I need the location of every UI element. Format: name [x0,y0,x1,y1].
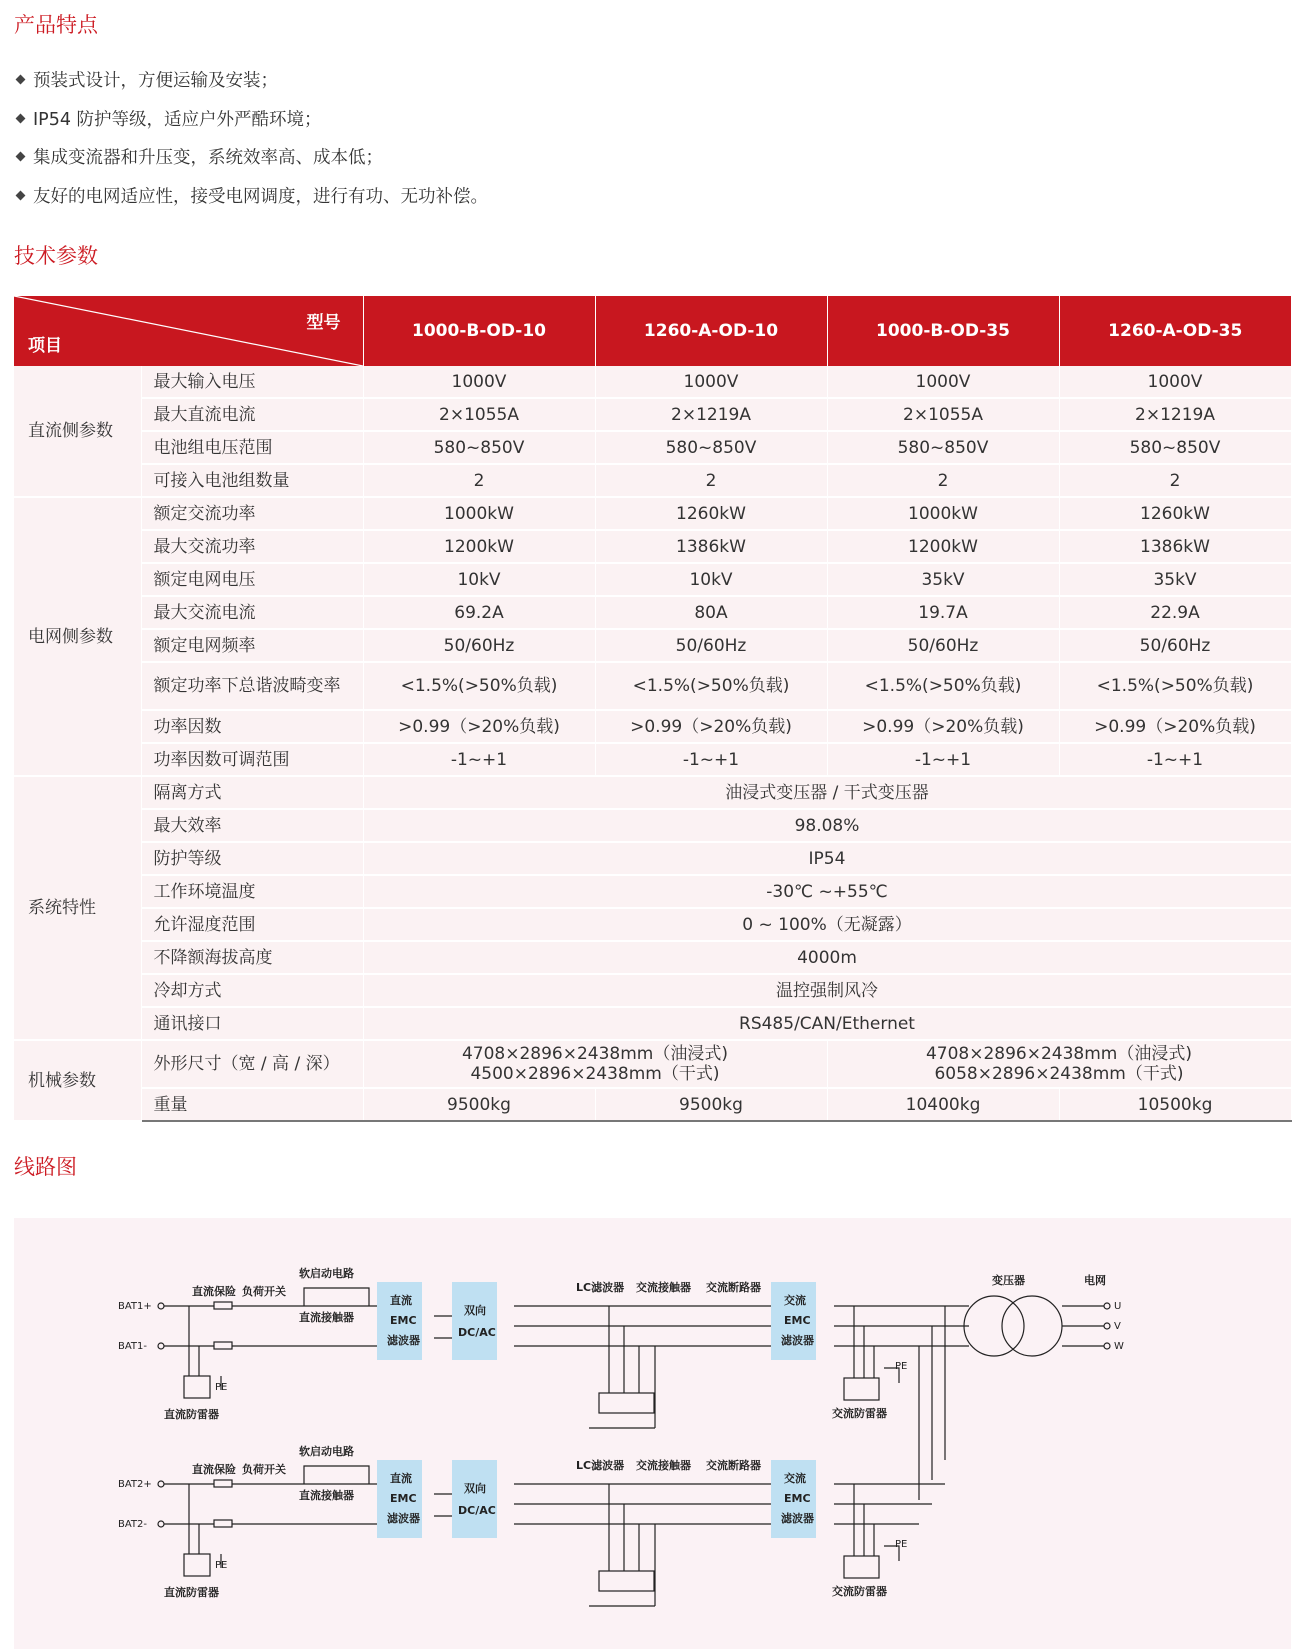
cell: 1260kW [595,497,827,530]
transformer-label: 变压器 [992,1274,1025,1287]
phase-v-label: V [1114,1321,1121,1332]
cell: 580~850V [595,431,827,464]
bidir-text-2: DC/AC [458,1504,496,1517]
cell: 油浸式变压器 / 干式变压器 [363,776,1291,809]
param-name: 额定功率下总谐波畸变率 [141,662,363,710]
cell: 2×1219A [595,398,827,431]
cell: 9500kg [363,1088,595,1121]
bat1-neg-label: BAT1- [118,1341,148,1352]
cell: IP54 [363,842,1291,875]
table-row [14,497,1291,530]
cell: <1.5%(>50%负载) [1059,662,1291,710]
table-row [14,809,1291,842]
model-header: 1000-B-OD-10 [363,296,595,366]
features-title: 产品特点 [14,13,98,37]
pe-label: PE [215,1382,228,1393]
bidir-text-1: 双向 [464,1304,486,1317]
table-row [14,1088,1291,1121]
cell: 1000V [363,366,595,398]
cell: 1000kW [363,497,595,530]
cell: 10500kg [1059,1088,1291,1121]
corner-item-label: 项目 [28,336,62,356]
soft-start-label: 软启动电路 [299,1267,354,1280]
table-row [14,366,1291,398]
load-switch-label: 负荷开关 [242,1285,286,1298]
cell: 9500kg [595,1088,827,1121]
cell: 2 [595,464,827,497]
dc-contactor-label: 直流接触器 [299,1489,354,1502]
param-name: 允许湿度范围 [141,908,363,941]
list-item: 预装式设计，方便运输及安装； [14,62,488,101]
pe-label: PE [895,1539,908,1550]
bidir-text-1: 双向 [464,1482,486,1495]
table-row [14,563,1291,596]
ac-emc-text-1: 交流 [784,1472,806,1485]
cell: >0.99（>20%负载) [827,710,1059,743]
model-header: 1260-A-OD-10 [595,296,827,366]
table-row [14,464,1291,497]
cell: <1.5%(>50%负载) [595,662,827,710]
table-row [14,743,1291,776]
cell: -30℃ ~+55℃ [363,875,1291,908]
list-item: IP54 防护等级，适应户外严酷环境； [14,101,488,140]
dc-emc-text-3: 滤波器 [387,1512,420,1525]
dc-fuse-label: 直流保险 [192,1285,236,1298]
cell: 1000V [1059,366,1291,398]
diamond-bullet-icon [16,190,26,200]
cell: 19.7A [827,596,1059,629]
cell: 0 ~ 100%（无凝露） [363,908,1291,941]
cell: 1200kW [827,530,1059,563]
group-label: 系统特性 [14,776,141,1040]
cell: -1~+1 [1059,743,1291,776]
param-name: 冷却方式 [141,974,363,1007]
cell: -1~+1 [363,743,595,776]
param-name: 电池组电压范围 [141,431,363,464]
cell: <1.5%(>50%负载) [363,662,595,710]
bat1-pos-label: BAT1+ [118,1301,152,1312]
ac-breaker-label: 交流断路器 [706,1281,761,1294]
param-name: 功率因数可调范围 [141,743,363,776]
group-label: 直流侧参数 [14,366,141,497]
dc-emc-text-3: 滤波器 [387,1334,420,1347]
cell: -1~+1 [827,743,1059,776]
cell: 580~850V [1059,431,1291,464]
dc-spd-label: 直流防雷器 [164,1586,219,1599]
ac-spd-label: 交流防雷器 [832,1585,887,1598]
lc-filter-label: LC滤波器 [576,1459,625,1472]
param-name: 可接入电池组数量 [141,464,363,497]
table-row [14,710,1291,743]
dc-emc-text-1: 直流 [390,1472,412,1485]
cell: -1~+1 [595,743,827,776]
cell: 4708×2896×2438mm（油浸式) 4500×2896×2438mm（干式) [363,1040,827,1088]
cell: 1200kW [363,530,595,563]
diamond-bullet-icon [16,75,26,85]
cell: 10kV [595,563,827,596]
phase-w-label: W [1114,1341,1124,1352]
cell: 10400kg [827,1088,1059,1121]
cell: 2 [827,464,1059,497]
phase-u-label: U [1114,1301,1122,1312]
list-item: 友好的电网适应性，接受电网调度，进行有功、无功补偿。 [14,178,488,217]
ac-emc-text-2: EMC [784,1314,811,1327]
table-row [14,530,1291,563]
param-name: 额定交流功率 [141,497,363,530]
table-row [14,1040,1291,1088]
cell: 80A [595,596,827,629]
group-label: 电网侧参数 [14,497,141,776]
table-corner-header [14,296,363,366]
cell: 35kV [1059,563,1291,596]
specs-title: 技术参数 [14,244,98,268]
dc-emc-text-1: 直流 [390,1294,412,1307]
cell: 10kV [363,563,595,596]
diagram-title: 线路图 [14,1155,77,1179]
cell: 580~850V [363,431,595,464]
param-name: 功率因数 [141,710,363,743]
param-name: 不降额海拔高度 [141,941,363,974]
dc-contactor-label: 直流接触器 [299,1311,354,1324]
diamond-bullet-icon [16,113,26,123]
param-name: 重量 [141,1088,363,1121]
dc-emc-text-2: EMC [390,1492,417,1505]
table-row [14,842,1291,875]
cell: 50/60Hz [827,629,1059,662]
param-name: 最大效率 [141,809,363,842]
cell: >0.99（>20%负载) [1059,710,1291,743]
grid-label: 电网 [1084,1274,1106,1287]
table-row [14,431,1291,464]
cell: 1000V [827,366,1059,398]
param-name: 外形尺寸（宽 / 高 / 深） [141,1040,363,1088]
cell: 4708×2896×2438mm（油浸式) 6058×2896×2438mm（干式) [827,1040,1291,1088]
cell: 50/60Hz [363,629,595,662]
branch-2 [158,1466,945,1606]
table-row [14,1007,1291,1040]
corner-model-label: 型号 [306,313,341,333]
cell: 1386kW [595,530,827,563]
dc-emc-text-2: EMC [390,1314,417,1327]
ac-emc-text-1: 交流 [784,1294,806,1307]
ac-contactor-label: 交流接触器 [636,1281,691,1294]
circuit-diagram-svg [14,1218,1291,1649]
param-name: 最大交流功率 [141,530,363,563]
param-name: 额定电网电压 [141,563,363,596]
table-row [14,596,1291,629]
param-name: 通讯接口 [141,1007,363,1040]
table-row [14,398,1291,431]
ac-emc-text-2: EMC [784,1492,811,1505]
ac-breaker-label: 交流断路器 [706,1459,761,1472]
features-list [14,62,488,216]
table-row [14,941,1291,974]
model-header: 1000-B-OD-35 [827,296,1059,366]
cell: 580~850V [827,431,1059,464]
list-item: 集成变流器和升压变，系统效率高、成本低； [14,139,488,178]
param-name: 最大直流电流 [141,398,363,431]
circuit-diagram [14,1218,1291,1649]
cell: 22.9A [1059,596,1291,629]
cell: 2×1219A [1059,398,1291,431]
cell: 2 [1059,464,1291,497]
cell: 4000m [363,941,1291,974]
cell: 50/60Hz [1059,629,1291,662]
table-row [14,875,1291,908]
param-name: 最大交流电流 [141,596,363,629]
cell: 2 [363,464,595,497]
pe-label: PE [895,1361,908,1372]
model-header: 1260-A-OD-35 [1059,296,1291,366]
table-row [14,776,1291,809]
bat2-neg-label: BAT2- [118,1519,148,1530]
cell: 35kV [827,563,1059,596]
cell: 1386kW [1059,530,1291,563]
soft-start-label: 软启动电路 [299,1445,354,1458]
param-name: 额定电网频率 [141,629,363,662]
table-row [14,974,1291,1007]
cell: >0.99（>20%负载) [363,710,595,743]
cell: 69.2A [363,596,595,629]
diamond-bullet-icon [16,152,26,162]
spec-table [14,296,1292,1122]
ac-emc-text-3: 滤波器 [781,1334,814,1347]
param-name: 最大输入电压 [141,366,363,398]
table-row [14,662,1291,710]
cell: <1.5%(>50%负载) [827,662,1059,710]
ac-contactor-label: 交流接触器 [636,1459,691,1472]
pe-label: PE [215,1560,228,1571]
cell: 2×1055A [827,398,1059,431]
dc-fuse-label: 直流保险 [192,1463,236,1476]
dc-spd-label: 直流防雷器 [164,1408,219,1421]
bat2-pos-label: BAT2+ [118,1479,152,1490]
cell: 50/60Hz [595,629,827,662]
group-label: 机械参数 [14,1040,141,1121]
lc-filter-label: LC滤波器 [576,1281,625,1294]
cell: 2×1055A [363,398,595,431]
table-row [14,629,1291,662]
cell: >0.99（>20%负载) [595,710,827,743]
cell: 温控强制风冷 [363,974,1291,1007]
cell: 1260kW [1059,497,1291,530]
param-name: 防护等级 [141,842,363,875]
cell: RS485/CAN/Ethernet [363,1007,1291,1040]
ac-spd-label: 交流防雷器 [832,1407,887,1420]
param-name: 隔离方式 [141,776,363,809]
cell: 98.08% [363,809,1291,842]
ac-emc-text-3: 滤波器 [781,1512,814,1525]
param-name: 工作环境温度 [141,875,363,908]
load-switch-label: 负荷开关 [242,1463,286,1476]
bidir-text-2: DC/AC [458,1326,496,1339]
cell: 1000kW [827,497,1059,530]
cell: 1000V [595,366,827,398]
table-row [14,908,1291,941]
